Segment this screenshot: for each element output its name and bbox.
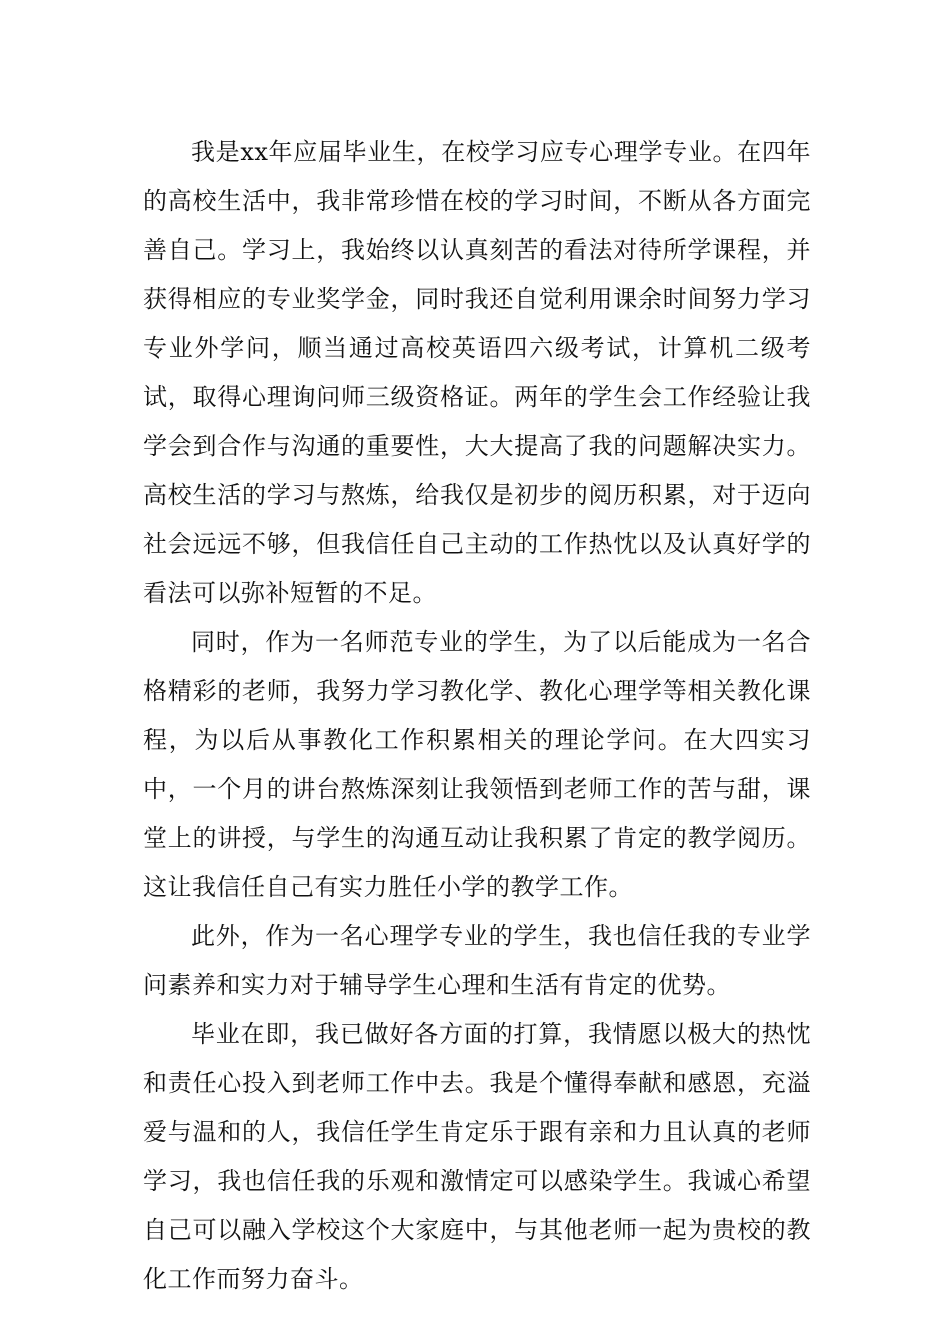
- paragraph-3: 此外，作为一名心理学专业的学生，我也信任我的专业学问素养和实力对于辅导学生心理和生活有肯定的优势。: [143, 922, 811, 999]
- paragraph-4: 毕业在即，我已做好各方面的打算，我情愿以极大的热忱和责任心投入到老师工作中去。我是个懂得奉献和感恩，充溢爱与温和的人，我信任学生肯定乐于跟有亲和力且认真的老师学习，我也信任我的乐观和激情定可以感染学生。我诚心希望自己可以融入学校这个大家庭中，与其他老师一起为贵校的教化工作而努力奋斗。: [143, 1020, 811, 1293]
- paragraph-1: 我是xx年应届毕业生，在校学习应专心理学专业。在四年的高校生活中，我非常珍惜在校的学习时间，不断从各方面完善自己。学习上，我始终以认真刻苦的看法对待所学课程，并获得相应的专业奖学金，同时我还自觉利用课余时间努力学习专业外学问，顺当通过高校英语四六级考试，计算机二级考试，取得心理询问师三级资格证。两年的学生会工作经验让我学会到合作与沟通的重要性，大大提高了我的问题解决实力。高校生活的学习与熬炼，给我仅是初步的阅历积累，对于迈向社会远远不够，但我信任自己主动的工作热忱以及认真好学的看法可以弥补短暂的不足。: [143, 138, 811, 607]
- document-body: [143, 128, 811, 1304]
- paragraph-2: 同时，作为一名师范专业的学生，为了以后能成为一名合格精彩的老师，我努力学习教化学、教化心理学等相关教化课程，为以后从事教化工作积累相关的理论学问。在大四实习中，一个月的讲台熬炼深刻让我领悟到老师工作的苦与甜，课堂上的讲授，与学生的沟通互动让我积累了肯定的教学阅历。这让我信任自己有实力胜任小学的教学工作。: [143, 628, 811, 901]
